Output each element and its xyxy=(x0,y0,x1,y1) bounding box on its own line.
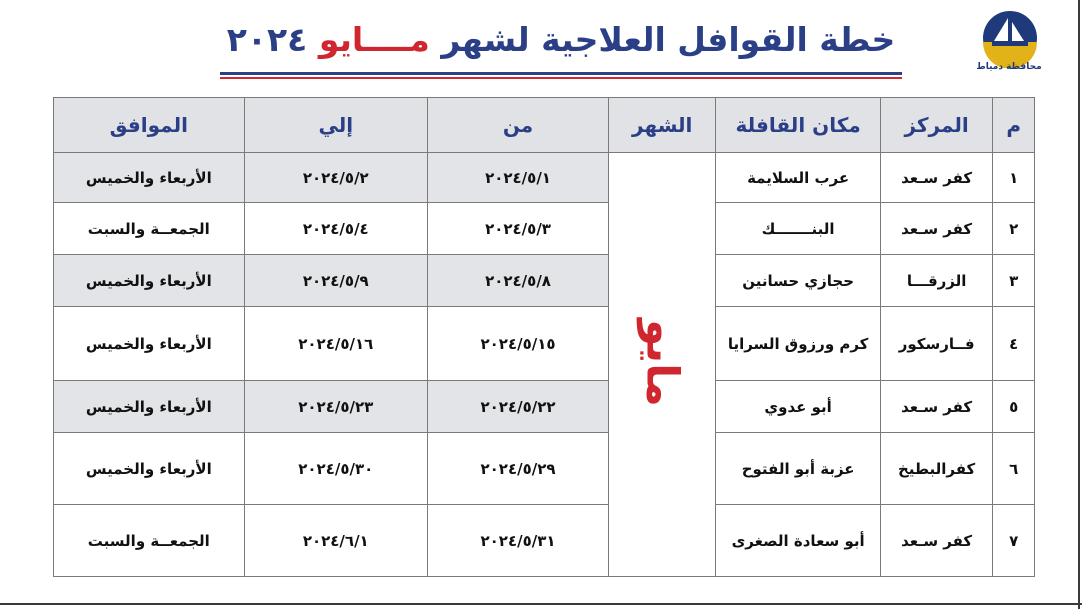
table-row xyxy=(54,381,1035,433)
cell-num: ٦ xyxy=(993,433,1035,505)
title-month: مــــايو xyxy=(318,20,430,59)
title-underline-red xyxy=(220,77,902,79)
table-row xyxy=(54,433,1035,505)
cell-center: كفرالبطيخ xyxy=(880,433,992,505)
cell-to: ٢٠٢٤/٥/٤ xyxy=(244,203,427,255)
cell-num: ٧ xyxy=(993,505,1035,577)
cell-center: كفر سـعد xyxy=(880,381,992,433)
cell-center: فــارسكور xyxy=(880,307,992,381)
cell-month xyxy=(609,153,716,577)
cell-location: حجازي حسانين xyxy=(716,255,881,307)
boat-emblem-icon xyxy=(970,8,1050,68)
cell-num: ٥ xyxy=(993,381,1035,433)
cell-location: أبو سعادة الصغرى xyxy=(716,505,881,577)
title-main: خطة القوافل العلاجية لشهر xyxy=(441,20,896,59)
logo-caption: محافظة دمياط xyxy=(976,62,1042,72)
cell-to: ٢٠٢٤/٥/١٦ xyxy=(244,307,427,381)
cell-days: الأربعاء والخميس xyxy=(54,307,245,381)
cell-to: ٢٠٢٤/٦/١ xyxy=(244,505,427,577)
cell-to: ٢٠٢٤/٥/٢ xyxy=(244,153,427,203)
cell-center: كفر سـعد xyxy=(880,505,992,577)
table-row xyxy=(54,255,1035,307)
cell-days: الأربعاء والخميس xyxy=(54,153,245,203)
frame-bottom-border xyxy=(0,603,1082,605)
header-month: الشهر xyxy=(609,98,716,153)
cell-from: ٢٠٢٤/٥/١ xyxy=(427,153,608,203)
cell-location: أبو عدوي xyxy=(716,381,881,433)
cell-location: عزبة أبو الفتوح xyxy=(716,433,881,505)
cell-num: ٢ xyxy=(993,203,1035,255)
cell-location: البنـــــــك xyxy=(716,203,881,255)
cell-num: ٤ xyxy=(993,307,1035,381)
table-row xyxy=(54,203,1035,255)
cell-num: ٣ xyxy=(993,255,1035,307)
page-title xyxy=(220,20,902,70)
cell-center: الزرقـــا xyxy=(880,255,992,307)
convoy-schedule-table xyxy=(53,97,1035,577)
cell-to: ٢٠٢٤/٥/٢٣ xyxy=(244,381,427,433)
title-year: ٢٠٢٤ xyxy=(226,20,308,59)
cell-days: الأربعاء والخميس xyxy=(54,255,245,307)
cell-to: ٢٠٢٤/٥/٣٠ xyxy=(244,433,427,505)
cell-from: ٢٠٢٤/٥/٢٢ xyxy=(427,381,608,433)
cell-from: ٢٠٢٤/٥/٢٩ xyxy=(427,433,608,505)
table-header-row xyxy=(54,98,1035,153)
header-to: إلي xyxy=(244,98,427,153)
title-underline-blue xyxy=(220,72,902,75)
cell-from: ٢٠٢٤/٥/١٥ xyxy=(427,307,608,381)
table-row xyxy=(54,153,1035,203)
header-num: م xyxy=(993,98,1035,153)
cell-days: الأربعاء والخميس xyxy=(54,433,245,505)
cell-days: الأربعاء والخميس xyxy=(54,381,245,433)
month-vertical-label: مايو xyxy=(636,318,688,407)
header-days: الموافق xyxy=(54,98,245,153)
cell-center: كفر سـعد xyxy=(880,203,992,255)
cell-location: عرب السلايمة xyxy=(716,153,881,203)
cell-center: كفر سـعد xyxy=(880,153,992,203)
header-location: مكان القافلة xyxy=(716,98,881,153)
frame-right-border xyxy=(1078,0,1080,609)
header-center: المركز xyxy=(880,98,992,153)
table-row xyxy=(54,307,1035,381)
cell-location: كرم ورزوق السرايا xyxy=(716,307,881,381)
header-from: من xyxy=(427,98,608,153)
cell-days: الجمعــة والسبت xyxy=(54,505,245,577)
cell-from: ٢٠٢٤/٥/٨ xyxy=(427,255,608,307)
cell-days: الجمعــة والسبت xyxy=(54,203,245,255)
cell-num: ١ xyxy=(993,153,1035,203)
cell-from: ٢٠٢٤/٥/٣١ xyxy=(427,505,608,577)
cell-from: ٢٠٢٤/٥/٣ xyxy=(427,203,608,255)
cell-to: ٢٠٢٤/٥/٩ xyxy=(244,255,427,307)
table-row xyxy=(54,505,1035,577)
